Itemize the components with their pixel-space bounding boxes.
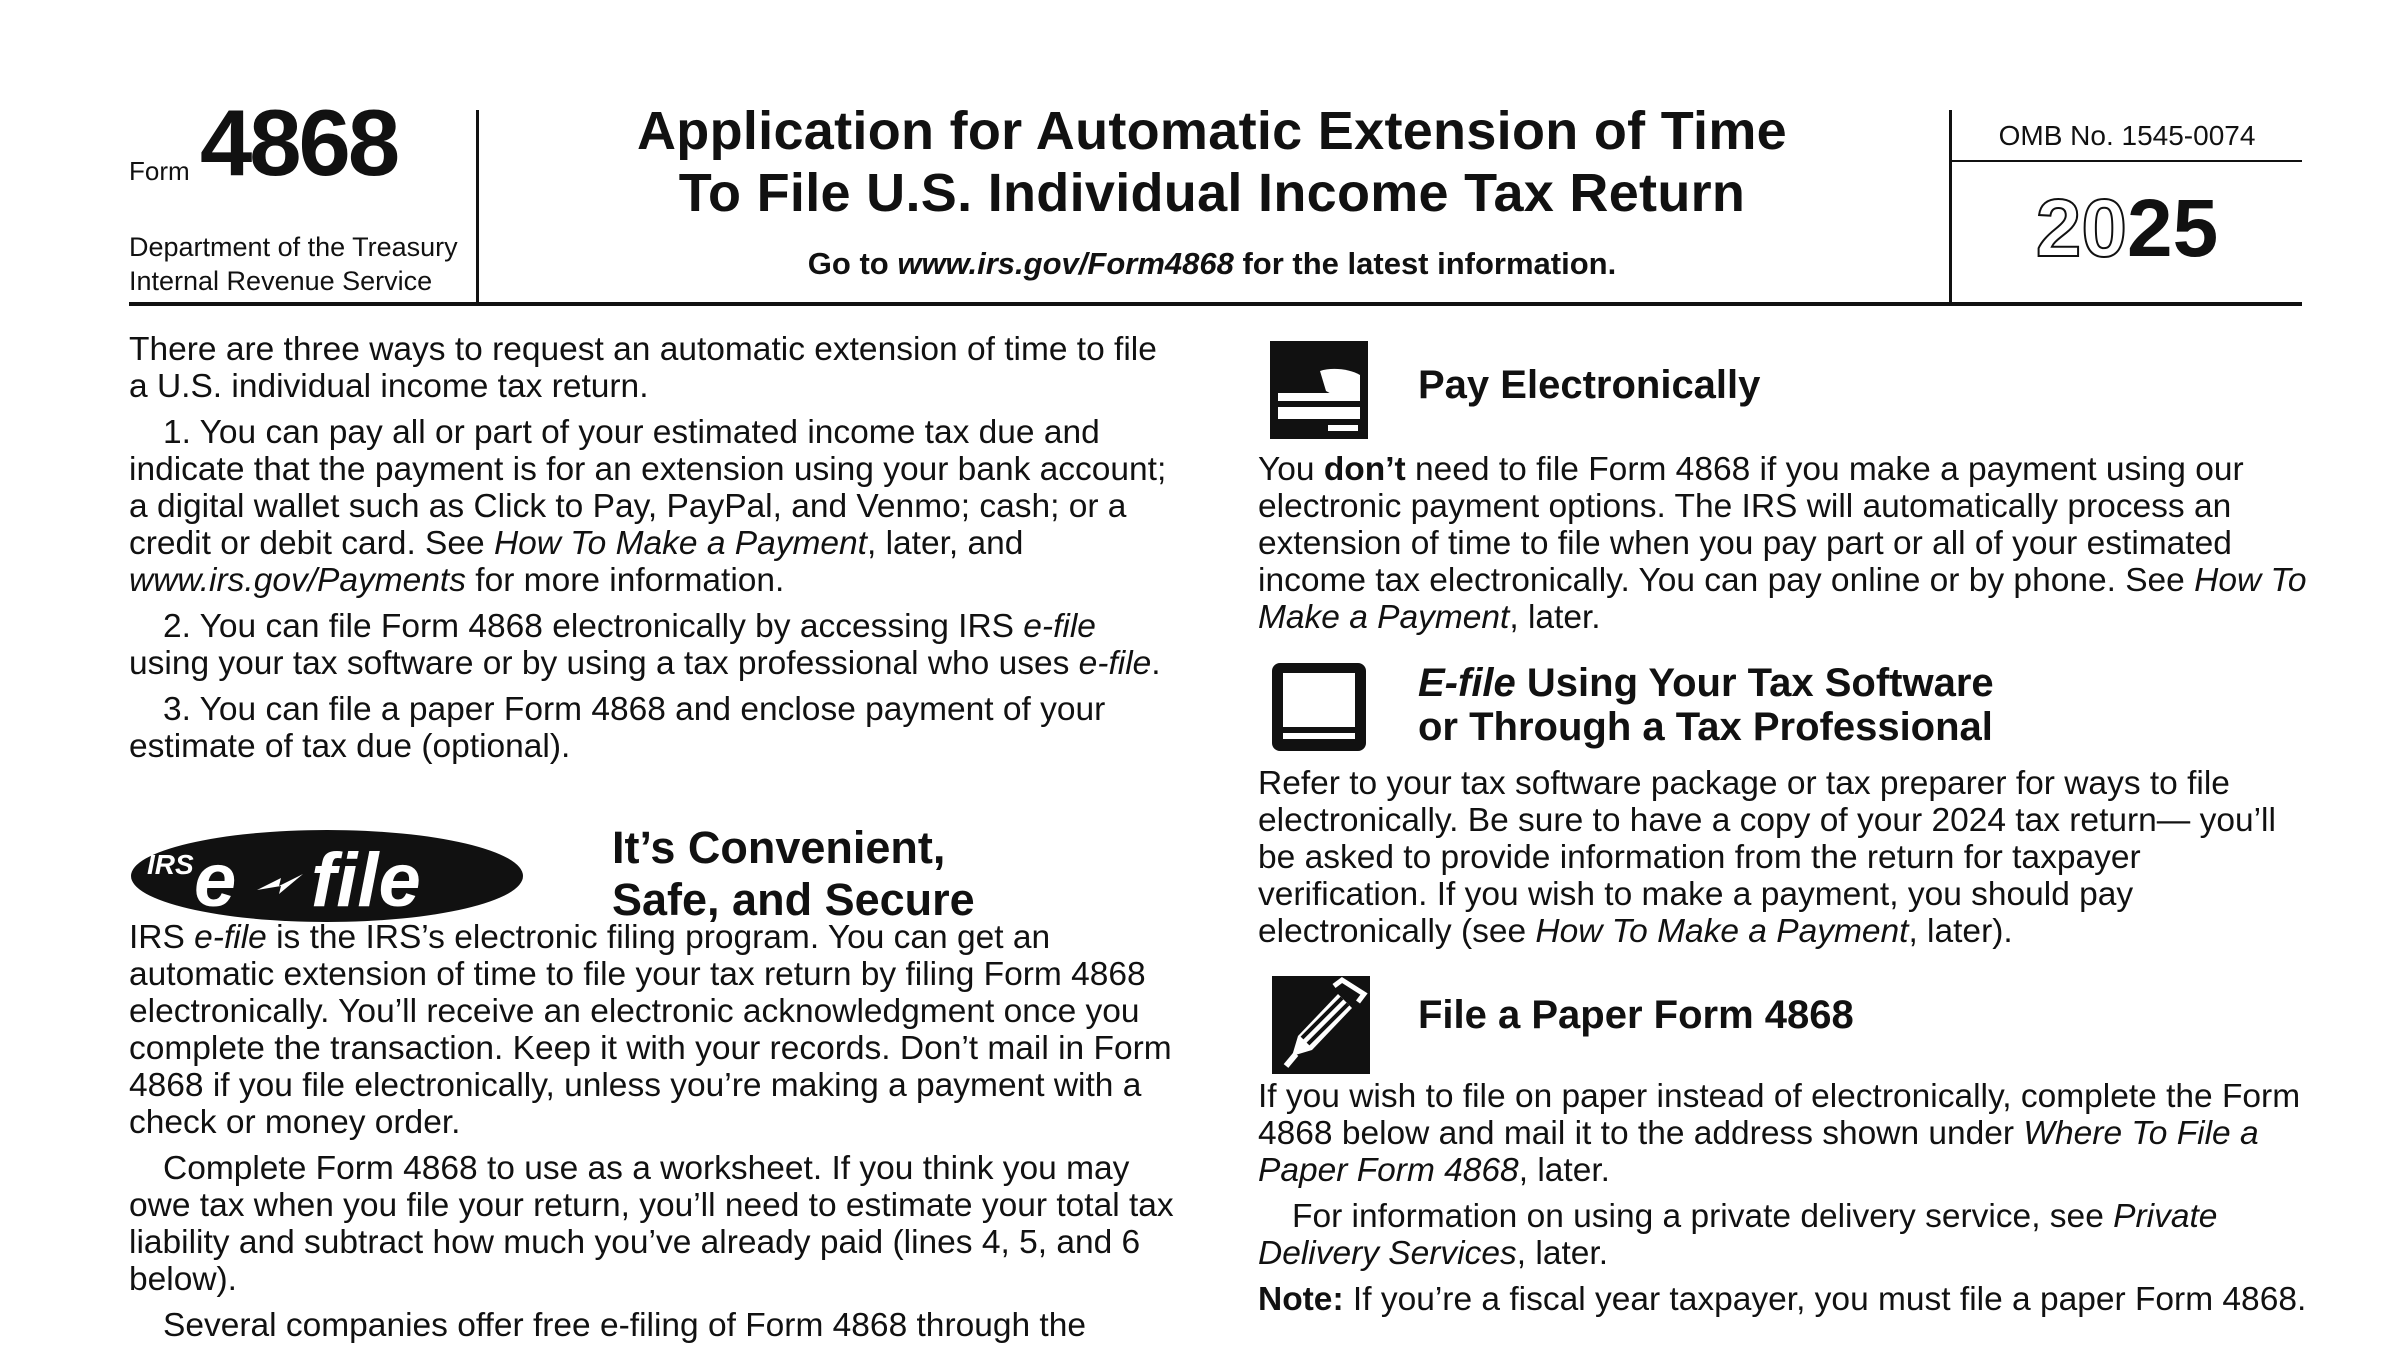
pay-electronically-text: [1258, 451, 2308, 636]
logo-irs: IRS: [147, 849, 194, 880]
note-paragraph: [1258, 1281, 2308, 1318]
pay-text-a: You: [1258, 451, 1324, 488]
payments-url[interactable]: www.irs.gov/Payments: [129, 562, 466, 599]
header-rule: [129, 302, 2302, 306]
latest-info-line: [480, 246, 1944, 282]
tax-year: [1952, 183, 2302, 274]
computer-icon: [1270, 661, 1368, 753]
paper-text: [1258, 1078, 2308, 1318]
form-label: Form: [129, 156, 190, 186]
efile-text: [1258, 765, 2308, 950]
option-1-text-c: for more information.: [465, 562, 785, 599]
convenient-heading: [612, 822, 975, 926]
logo-e: e: [194, 838, 237, 923]
goto-suffix: for the latest information.: [1233, 246, 1617, 281]
efile-para-b: is the IRS’s electronic filing program. You can get an automatic extension of time to file your tax return by filing Form 4868 electronically. You’ll receive an electronic acknowledgment once you complete the transaction. Keep it with your records. Don’t mail in Form 4868 if you file electronically, unless you’re making a payment with a check or money order.: [129, 919, 1172, 1141]
card-payment-icon: [1270, 341, 1368, 439]
omb-divider: [1952, 160, 2302, 162]
efile-paragraph: [129, 919, 1179, 1141]
note-text: If you’re a fiscal year taxpayer, you must file a paper Form 4868.: [1343, 1281, 2307, 1318]
agency-name: [129, 230, 458, 298]
year-solid: 25: [2127, 183, 2219, 274]
efile-heading-rest: Using Your Tax Software: [1515, 661, 1994, 705]
convenient-line1: It’s Convenient,: [612, 822, 946, 873]
efile-body-ref: How To Make a Payment: [1535, 913, 1909, 950]
where-to-file-ref: Where To File a Paper Form 4868: [1258, 1115, 2259, 1189]
irs-form-link[interactable]: www.irs.gov/Form4868: [897, 246, 1234, 281]
efile-term-2: e-file: [1078, 645, 1152, 682]
dept-line1: Department of the Treasury: [129, 232, 458, 262]
header-divider-left: [476, 110, 479, 303]
paper-text-b: , later.: [1518, 1152, 1610, 1189]
dept-line2: Internal Revenue Service: [129, 266, 433, 296]
efile-para-term: e-file: [194, 919, 267, 956]
option-1-text-b: , later, and: [866, 525, 1024, 562]
pay-text-c: , later.: [1509, 599, 1601, 636]
efile-para-a: IRS: [129, 919, 195, 956]
title-line2: To File U.S. Individual Income Tax Return: [678, 163, 1746, 223]
year-outline: 20: [2035, 183, 2127, 274]
how-to-pay-ref: How To Make a Payment: [493, 525, 867, 562]
pds-ref: Private Delivery Services: [1258, 1198, 2218, 1272]
efile-heading: [1418, 661, 1994, 749]
goto-prefix: Go to: [807, 246, 898, 281]
option-1: [129, 414, 1179, 599]
option-2: [129, 608, 1179, 682]
option-2-text-b: using your tax software or by using a tax professional who uses: [129, 645, 1079, 682]
paper-heading: File a Paper Form 4868: [1418, 993, 1854, 1037]
pds-text-b: , later.: [1516, 1235, 1609, 1272]
pds-paragraph: [1258, 1198, 2308, 1272]
option-2-text-c: .: [1151, 645, 1161, 682]
efile-heading-line2: or Through a Tax Professional: [1418, 705, 1993, 749]
pds-text-a: For information on using a private delivery service, see: [1292, 1198, 2114, 1235]
logo-file: file: [311, 838, 421, 923]
title-line1: Application for Automatic Extension of Time: [637, 101, 1787, 161]
efile-body-b: , later).: [1908, 913, 2013, 950]
pay-text-bold: don’t: [1323, 451, 1406, 488]
omb-number: OMB No. 1545-0074: [1998, 120, 2256, 151]
intro-paragraph: There are three ways to request an automatic extension of time to file a U.S. individual income tax return.: [129, 331, 1157, 405]
efile-term: e-file: [1023, 608, 1096, 645]
pay-electronically-heading: Pay Electronically: [1418, 363, 1761, 407]
efile-body-a: Refer to your tax software package or tax preparer for ways to file electronically. Be sure to have a copy of your 2024 tax return— you’ll be asked to provide information from the return for taxpayer verification. If you wish to make a payment, you should pay electronically (see: [1258, 765, 2276, 950]
free-efile-paragraph: Several companies offer free e-filing of Form 4868 through the: [163, 1307, 1087, 1344]
option-1-text: 1. You can pay all or part of your estimated income tax due and indicate that the payment is for an extension using your bank account; a digital wallet such as Click to Pay, PayPal, and Venmo; cash; or a credit or debit card. See: [129, 414, 1167, 562]
option-3: 3. You can file a paper Form 4868 and enclose payment of your estimate of tax due (optional).: [129, 691, 1106, 765]
note-label: Note:: [1258, 1281, 1344, 1318]
pay-ref: How To Make a Payment: [1258, 562, 2307, 636]
pay-text-b: need to file Form 4868 if you make a payment using our electronic payment options. The IRS will automatically process an extension of time to file when you pay part or all of your estimated income tax electronically. You can pay online or by phone. See: [1258, 451, 2244, 599]
form-title: [480, 100, 1944, 224]
option-2-text: 2. You can file Form 4868 electronically by accessing IRS: [163, 608, 1024, 645]
efile-heading-term: E-file: [1418, 661, 1516, 705]
worksheet-paragraph: Complete Form 4868 to use as a worksheet. If you think you may owe tax when you file your return, you’ll need to estimate your total tax liability and subtract how much you’ve already paid (lines 4, 5, and 6 below).: [129, 1150, 1174, 1298]
form-number: 4868: [200, 90, 398, 195]
pen-icon: [1272, 976, 1370, 1074]
convenient-line2: Safe, and Secure: [612, 874, 975, 925]
irs-efile-logo: [129, 828, 525, 924]
paper-text-a: If you wish to file on paper instead of electronically, complete the Form 4868 below and mail it to the address shown under: [1258, 1078, 2301, 1152]
